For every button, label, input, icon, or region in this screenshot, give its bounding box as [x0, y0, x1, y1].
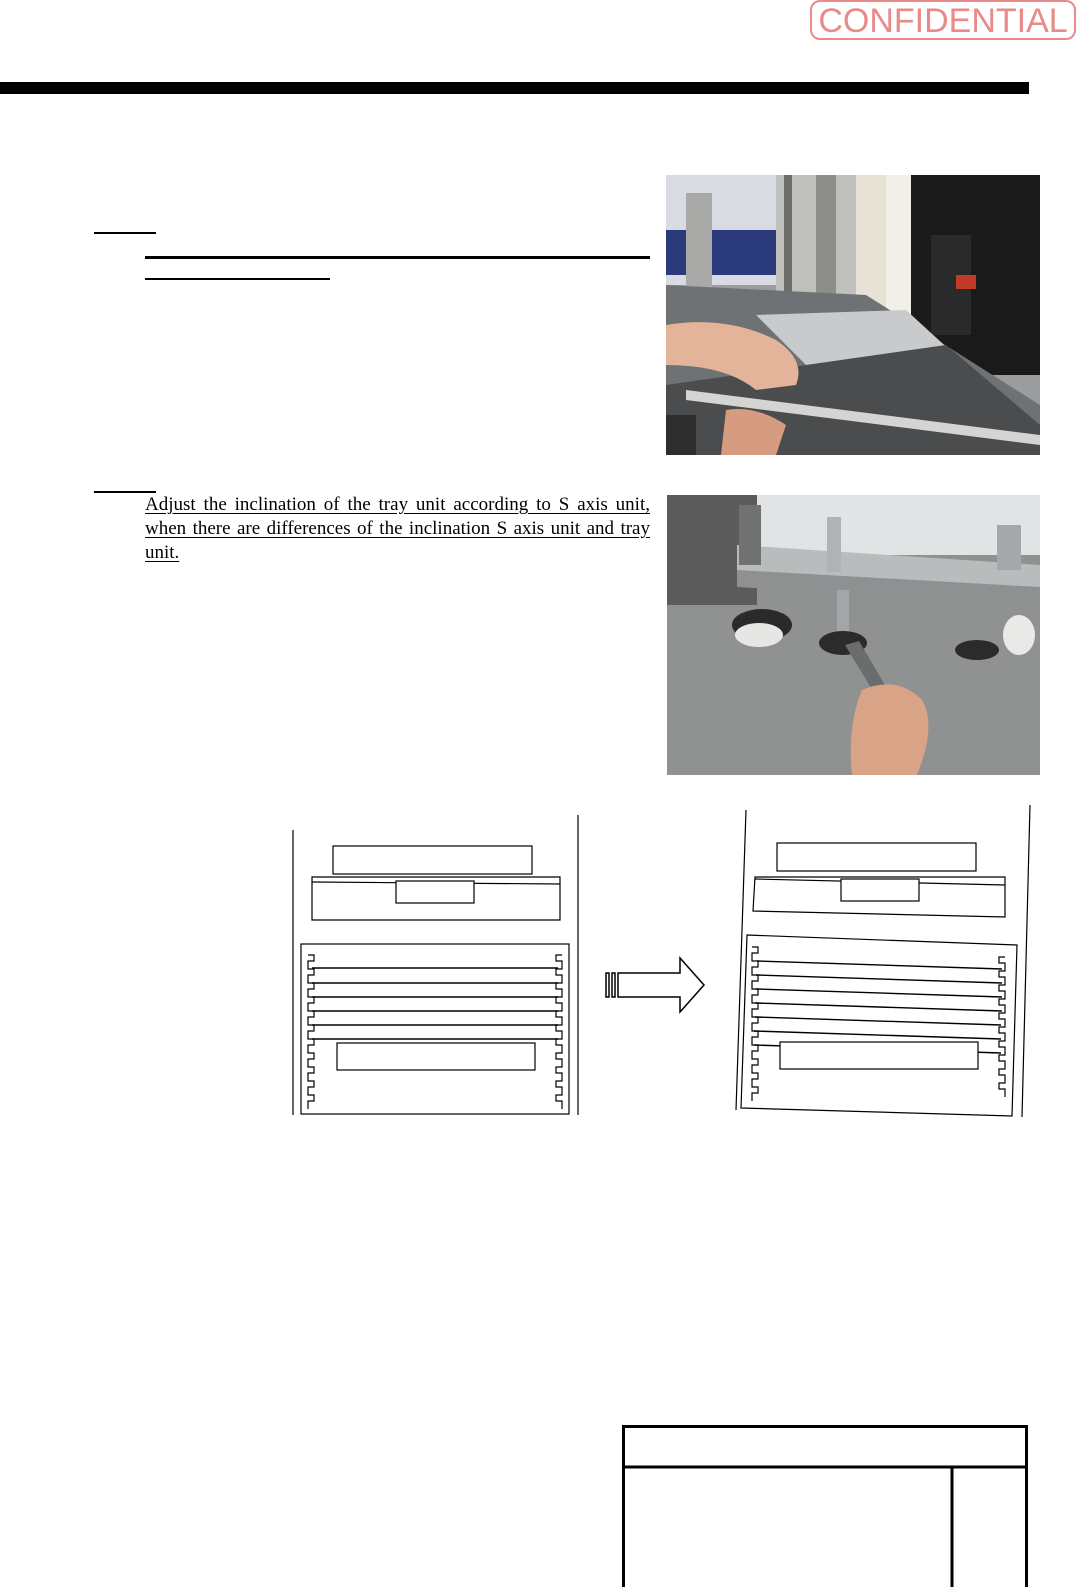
photo-tray-removal	[666, 175, 1040, 455]
tray-removal-photo-illustration	[666, 175, 1040, 455]
confidential-stamp: CONFIDENTIAL	[810, 0, 1076, 40]
document-title-block	[622, 1425, 1028, 1587]
step2-instruction: Adjust the inclination of the tray unit according to S axis unit, when there are differences of the inclination S axis unit and tray unit.	[145, 494, 650, 563]
right-arrow-icon	[604, 955, 708, 1015]
step1-text-underline-1	[145, 256, 650, 259]
photo-leveling-foot-adjust	[667, 495, 1040, 775]
label-box-tray-after	[780, 1042, 978, 1069]
label-box-s-axis-after	[777, 843, 976, 871]
tray-before-diagram	[290, 815, 582, 1117]
label-box-s-axis-before	[333, 846, 532, 874]
diagram-before	[290, 815, 582, 1117]
header-rule	[0, 82, 1029, 94]
step1-text-underline-2	[145, 278, 330, 280]
label-box-tray-before	[337, 1043, 535, 1070]
diagram-after	[732, 805, 1032, 1120]
tray-after-diagram	[732, 805, 1032, 1120]
step1-number-underline	[94, 232, 156, 234]
leveling-foot-wrench-photo-illustration	[667, 495, 1040, 775]
